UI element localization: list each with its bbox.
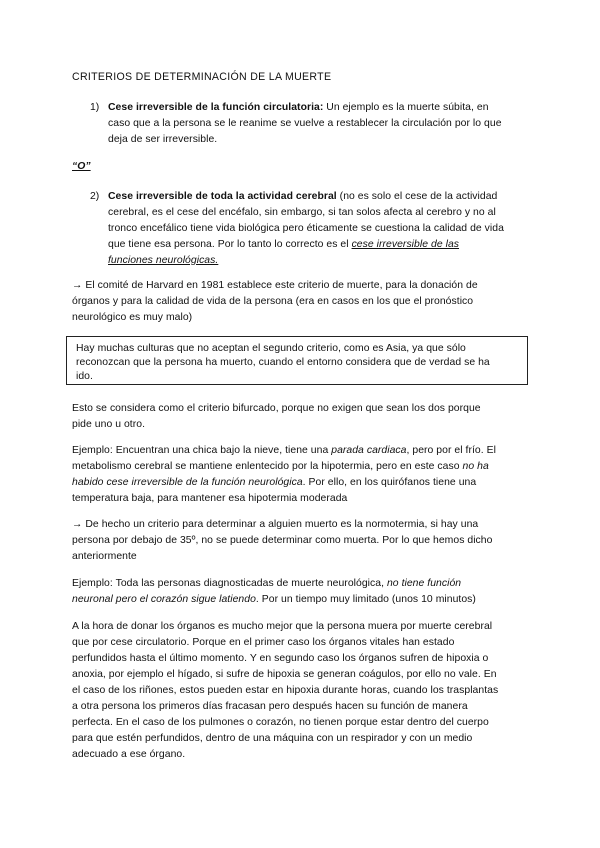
example-2-text-a: Ejemplo: Toda las personas diagnosticadas de muerte neurológica, <box>72 578 387 589</box>
organos-paragraph-line-5: el caso de los riñones, estos pueden estar en hipoxia durante horas, cuando los trasplantas <box>72 685 499 696</box>
example-1-text-d: . Por ello, en los quirófanos tiene una <box>302 477 477 488</box>
example-1-line-4: temperatura baja, para mantener esa hipotermia moderada <box>72 493 348 504</box>
document-heading: CRITERIOS DE DETERMINACIÓN DE LA MUERTE <box>72 71 332 83</box>
item-2-bold-title: Cese irreversible de toda la actividad cerebral <box>108 191 337 202</box>
harvard-paragraph-line-3: neurológico es muy malo) <box>72 312 193 323</box>
item-2-line-4-text: que tiene esa persona. Por lo tanto lo correcto es el <box>108 239 352 250</box>
item-2-emphasis-end: funciones neurológicas. <box>108 255 219 266</box>
list-item-1-line-2: caso que a la persona se le reanime se vuelve a restablecer la circulación por lo que <box>108 118 502 129</box>
item-2-emphasis: cese irreversible de las <box>351 239 460 250</box>
example-1-emphasis-a: parada cardiaca <box>331 445 407 456</box>
item-1-bold-title: Cese irreversible de la función circulatoria: <box>108 102 324 113</box>
organos-paragraph-line-6: a otra persona los primeros días fracasan pero después hacen su función de manera <box>72 701 468 712</box>
list-number-2: 2) <box>90 191 100 202</box>
list-item-2-line-2: cerebral, es el cese del encéfalo, sin embargo, si tan solos afecta al cerebro y no al <box>108 207 496 218</box>
example-2-emphasis-b: neuronal pero el corazón sigue latiendo <box>72 594 256 605</box>
example-2-emphasis-a: no tiene función <box>386 578 462 589</box>
list-item-2-line-5 <box>108 253 218 269</box>
organos-paragraph-line-1: A la hora de donar los órganos es mucho mejor que la persona muera por muerte cerebral <box>72 621 493 632</box>
list-item-2-line-3: tronco encefálico tiene vida biológica pero éticamente se cuestiona la calidad de vida <box>108 223 504 234</box>
note-box-line-3: ido. <box>76 371 93 382</box>
harvard-paragraph-line-2: órganos y para la calidad de vida de la persona (era en casos en los que el pronóstico <box>72 296 474 307</box>
example-1-text-b: , pero por el frío. El <box>406 445 496 456</box>
organos-paragraph-line-9: adecuado a ese órgano. <box>72 749 186 760</box>
item-1-text: Un ejemplo es la muerte súbita, en <box>323 102 489 113</box>
organos-paragraph-line-4: anoxia, por ejemplo el hígado, si sufre de hipoxia se generan coágulos, por ello no vale. En <box>72 669 497 680</box>
organos-paragraph-line-7: perfecta. En el caso de los pulmones o corazón, no tienen porque estar dentro del cuerpo <box>72 717 489 728</box>
organos-paragraph-line-3: perfundidos hasta el último momento. Y en segundo caso los órganos sufren de hipoxia o <box>72 653 489 664</box>
bifurcado-paragraph-line-2: pide uno u otro. <box>72 419 146 430</box>
note-box-line-1: Hay muchas culturas que no aceptan el segundo criterio, como es Asia, ya que sólo <box>76 343 466 354</box>
or-separator: “O” <box>72 161 91 172</box>
example-2-text-b: . Por un tiempo muy limitado (unos 10 minutos) <box>255 594 476 605</box>
example-1-text-a: Ejemplo: Encuentran una chica bajo la nieve, tiene una <box>72 445 332 456</box>
normotermia-paragraph-line-1: → De hecho un criterio para determinar a alguien muerto es la normotermia, si hay una <box>72 519 479 530</box>
example-2-line-2 <box>72 592 476 608</box>
example-1-text-c: metabolismo cerebral se mantiene enlentecido por la hipotermia, pero en este caso <box>72 461 463 472</box>
list-number-1: 1) <box>90 102 100 113</box>
normotermia-paragraph-line-3: anteriormente <box>72 551 137 562</box>
list-item-1-line-1 <box>108 100 489 116</box>
example-1-line-2 <box>72 459 489 475</box>
example-1-line-3 <box>72 475 476 491</box>
list-item-2-line-1 <box>108 189 497 205</box>
example-1-line-1 <box>72 443 496 459</box>
harvard-paragraph-line-1: → El comité de Harvard en 1981 establece este criterio de muerte, para la donación de <box>72 280 478 291</box>
list-item-2-line-4 <box>108 237 459 253</box>
example-1-emphasis-c: habido cese irreversible de la función neurológica <box>72 477 303 488</box>
item-2-text: (no es solo el cese de la actividad <box>336 191 498 202</box>
organos-paragraph-line-8: para que estén perfundidos, dentro de una máquina con un respirador y con un medio <box>72 733 473 744</box>
normotermia-paragraph-line-2: persona por debajo de 35º, no se puede determinar como muerta. Por lo que hemos dicho <box>72 535 493 546</box>
example-1-emphasis-b: no ha <box>462 461 489 472</box>
example-2-line-1 <box>72 576 461 592</box>
note-box-line-2: reconozcan que la persona ha muerto, cuando el entorno considera que de verdad se ha <box>76 357 490 368</box>
bifurcado-paragraph-line-1: Esto se considera como el criterio bifurcado, porque no exigen que sean los dos porque <box>72 403 481 414</box>
list-item-1-line-3: deja de ser irreversible. <box>108 134 218 145</box>
organos-paragraph-line-2: que por cese circulatorio. Porque en el primer caso los órganos vitales han estado <box>72 637 455 648</box>
